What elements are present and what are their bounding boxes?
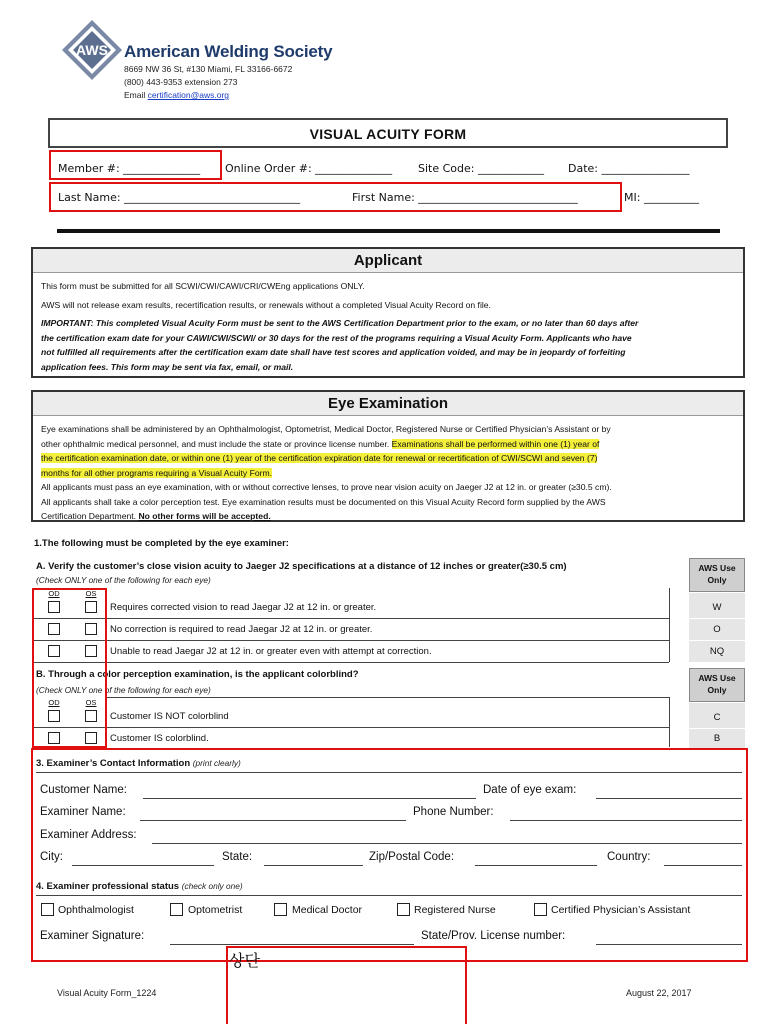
eye-exam-line-4 [33, 466, 743, 481]
status-medical-doctor: Medical Doctor [292, 904, 363, 916]
table-right-border-b [669, 697, 670, 747]
section-b-title: B. Through a color perception examination, is the applicant colorblind? [36, 669, 359, 680]
first-name-field[interactable]: First Name: _____________________________ [352, 191, 578, 204]
form-title-box [48, 118, 728, 148]
highlight-checkbox-columns [32, 588, 107, 748]
examiner-address-label: Examiner Address: [40, 829, 137, 841]
status-optometrist: Optometrist [188, 904, 243, 916]
table-right-border [669, 588, 670, 662]
member-number-field[interactable]: Member #: ______________ [58, 162, 201, 175]
row-divider [34, 662, 669, 663]
phone-label: Phone Number: [413, 806, 494, 818]
logo-text: AWS [76, 42, 108, 58]
section-a-note: (Check ONLY one of the following for each eye) [36, 575, 211, 585]
code-o: O [689, 618, 745, 640]
examiner-name-input[interactable] [140, 820, 406, 821]
date-field[interactable]: Date: ________________ [568, 162, 690, 175]
eye-exam-line-6: All applicants shall take a color perception test. Eye examination results must be documented on this Visual Acuity Record form supplied by the AWS [41, 496, 606, 507]
date-exam-label: Date of eye exam: [483, 784, 577, 796]
eye-exam-line-7 [33, 509, 743, 524]
footer-date: August 22, 2017 [626, 988, 692, 998]
row-divider [34, 727, 669, 728]
state-input[interactable] [264, 865, 363, 866]
section-3-note: (print clearly) [192, 758, 241, 768]
last-name-field[interactable]: Last Name: ________________________________ [58, 191, 301, 204]
aws-use-only-a: AWS Use Only [689, 558, 745, 592]
checklist-intro: 1.The following must be completed by the eye examiner: [34, 538, 289, 549]
code-nq: NQ [689, 640, 745, 662]
status-checkbox-medical-doctor[interactable] [274, 903, 287, 916]
applicant-section [31, 247, 745, 378]
applicant-heading: Applicant [33, 249, 743, 273]
email-line [124, 89, 229, 101]
applicant-p1: This form must be submitted for all SCWI/CWI/CAWI/CRI/CWEng applications ONLY. [41, 281, 365, 291]
city-input[interactable] [72, 865, 214, 866]
divider-rule [57, 229, 720, 233]
eye-exam-line-2a: other ophthalmic medical personnel, and must include the state or province license number. [41, 438, 392, 449]
option-a2: No correction is required to read Jaegar J2 at 12 in. or greater. [110, 624, 373, 635]
state-label: State: [222, 851, 253, 863]
status-checkbox-ophthalmologist[interactable] [41, 903, 54, 916]
aws-use-only-b: AWS Use Only [689, 668, 745, 702]
row-divider [34, 640, 669, 641]
eye-exam-heading: Eye Examination [33, 392, 743, 416]
address-line: 8669 NW 36 St, #130 Miami, FL 33166-6672 [124, 64, 293, 74]
code-w: W [689, 592, 745, 618]
eye-exam-line-2b: Examinations shall be performed within one (1) year of [391, 438, 600, 449]
col-os-label-a: OS [85, 589, 97, 598]
col-od-label-b: OD [48, 698, 60, 707]
col-os-label-b: OS [85, 698, 97, 707]
row-divider [34, 618, 669, 619]
applicant-important-2: the certification exam date for your CAWI/CWI/SCWI/ or 30 days for the rest of the programs requiring a Visual Acuity Form. Applicants who have [41, 332, 632, 343]
aws-logo [60, 18, 124, 82]
online-order-field[interactable]: Online Order #: ______________ [225, 162, 393, 175]
col-od-label-a: OD [48, 589, 60, 598]
signature-input[interactable] [170, 944, 414, 945]
code-b: B [689, 728, 745, 748]
customer-name-input[interactable] [143, 798, 476, 799]
eye-exam-line-1: Eye examinations shall be administered by an Ophthalmologist, Optometrist, Medical Doctor, Registered Nurse or Certified Physician’s Assistant or by [41, 424, 611, 434]
organization-name: American Welding Society [124, 42, 333, 61]
option-b1: Customer IS NOT colorblind [110, 711, 229, 722]
city-label: City: [40, 851, 63, 863]
site-code-field[interactable]: Site Code: ____________ [418, 162, 544, 175]
applicant-p2: AWS will not release exam results, recertification results, or renewals without a completed Visual Acuity Record on file. [41, 299, 491, 310]
form-title: VISUAL ACUITY FORM [309, 126, 467, 142]
phone-input[interactable] [510, 820, 742, 821]
mi-field[interactable]: MI: __________ [624, 191, 699, 204]
customer-name-label: Customer Name: [40, 784, 127, 796]
aws-code-column-b [689, 702, 745, 748]
highlight-name-box [49, 182, 622, 212]
highlight-member-box [49, 150, 222, 180]
option-a3: Unable to read Jaegar J2 at 12 in. or greater even with attempt at correction. [110, 646, 432, 657]
section-4-note: (check only one) [181, 881, 243, 891]
status-physician-assistant: Certified Physician’s Assistant [551, 904, 691, 916]
aws-code-column-a [689, 592, 745, 662]
applicant-important-3: not fulfilled all requirements after the certification exam date shall have test scores and application voided, and may be in jeopardy of forfeiting [41, 347, 626, 357]
section-b-note: (Check ONLY one of the following for each eye) [36, 685, 211, 695]
email-label: Email [124, 90, 146, 100]
phone-line: (800) 443-9353 extension 273 [124, 77, 238, 87]
examiner-name-label: Examiner Name: [40, 806, 126, 818]
eye-exam-section [31, 390, 745, 522]
date-exam-input[interactable] [596, 798, 742, 799]
section-4-rule [36, 895, 742, 896]
eye-exam-line-5: All applicants must pass an eye examination, with or without corrective lenses, to prove near vision acuity on Jaeger J2 at 12 in. or greater (≥30.5 cm). [41, 482, 612, 492]
status-checkbox-optometrist[interactable] [170, 903, 183, 916]
zip-input[interactable] [475, 865, 597, 866]
status-checkbox-physician-assistant[interactable] [534, 903, 547, 916]
country-label: Country: [607, 851, 651, 863]
zip-label: Zip/Postal Code: [369, 851, 455, 863]
annotation-box [226, 946, 467, 1024]
applicant-important-4: application fees. This form may be sent via fax, email, or mail. [41, 361, 294, 372]
option-b2: Customer IS colorblind. [110, 733, 209, 744]
eye-exam-line-4-text: months for all other programs requiring a Visual Acuity Form. [41, 467, 273, 478]
eye-exam-line-7b: No other forms will be accepted. [138, 511, 271, 521]
section-3-title: 3. Examiner’s Contact Information [36, 758, 191, 769]
country-input[interactable] [664, 865, 742, 866]
status-registered-nurse: Registered Nurse [414, 904, 496, 916]
section-a-title: A. Verify the customer’s close vision acuity to Jaeger J2 specifications at a distance of 12 inches or greater(≥30.5 cm) [36, 561, 567, 572]
license-input[interactable] [596, 944, 742, 945]
signature-label: Examiner Signature: [40, 930, 145, 942]
annotation-label: 상단 [229, 953, 260, 970]
footer-form-id: Visual Acuity Form_1224 [57, 988, 157, 998]
eye-exam-line-3 [33, 451, 743, 466]
option-a1: Requires corrected vision to read Jaegar J2 at 12 in. or greater. [110, 602, 377, 613]
status-checkbox-registered-nurse[interactable] [397, 903, 410, 916]
status-ophthalmologist: Ophthalmologist [58, 904, 134, 916]
section-4-title: 4. Examiner professional status [36, 881, 180, 892]
license-label: State/Prov. License number: [421, 930, 566, 942]
eye-exam-line-7a: Certification Department. [41, 511, 139, 521]
row-divider [105, 697, 669, 698]
eye-exam-line-3-text: the certification examination date, or within one (1) year of the certification expiration date for renewal or recertification of CWI/SCWI and seven (7) [41, 453, 598, 463]
code-c: C [689, 702, 745, 728]
section-3-heading [36, 758, 241, 769]
section-3-rule [36, 772, 742, 773]
applicant-important-1: IMPORTANT: This completed Visual Acuity Form must be sent to the AWS Certification Department prior to the exam, or no later than 60 days after [41, 318, 639, 328]
section-4-heading [36, 881, 243, 892]
eye-exam-line-2 [33, 437, 743, 452]
email-link[interactable]: certification@aws.org [147, 90, 230, 100]
examiner-address-input[interactable] [152, 843, 742, 844]
